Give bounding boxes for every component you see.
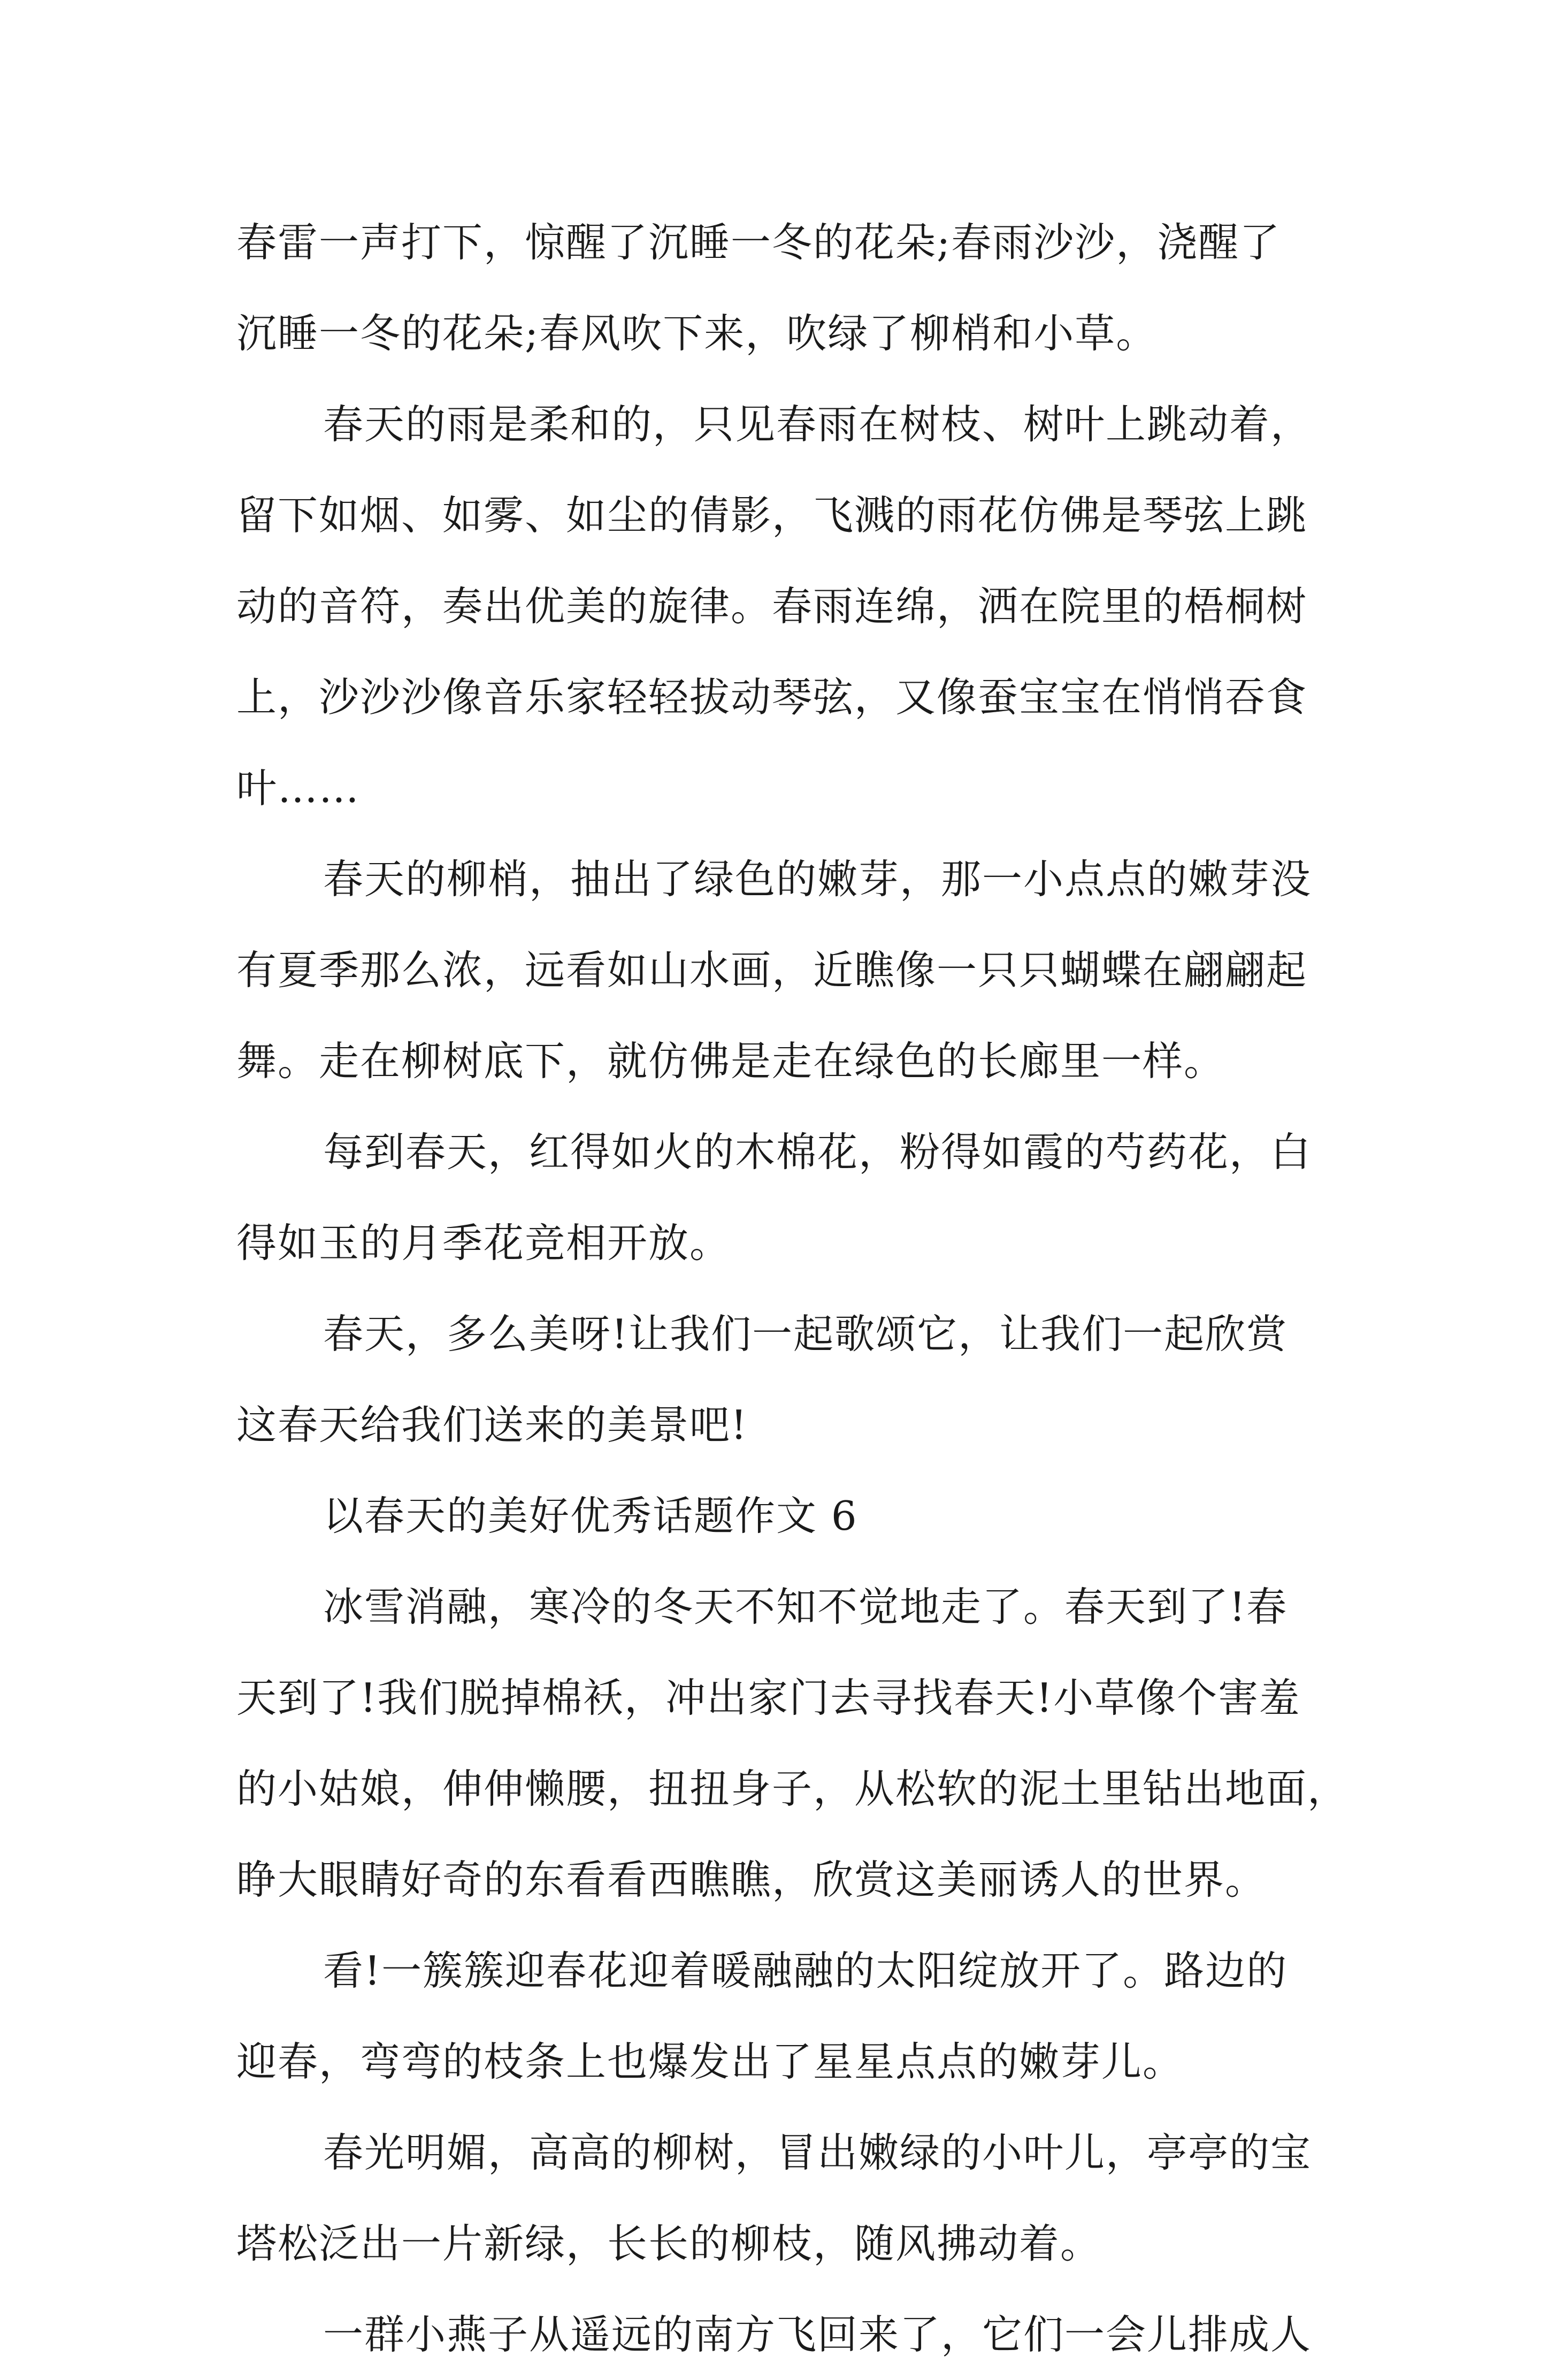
text-line: 睁大眼睛好奇的东看看西瞧瞧，欣赏这美丽诱人的世界。: [236, 1856, 1267, 1903]
text-line: 得如玉的月季花竞相开放。: [236, 1219, 731, 1267]
text-line: 的小姑娘，伸伸懒腰，扭扭身子，从松软的泥土里钻出地面，: [236, 1765, 1349, 1812]
text-line: 动的音符，奏出优美的旋律。春雨连绵，洒在院里的梧桐树: [236, 583, 1308, 630]
text-line: 春光明媚，高高的柳树，冒出嫩绿的小叶儿，亭亭的宝: [323, 2129, 1312, 2176]
text-line: 每到春天，红得如火的木棉花，粉得如霞的芍药花，白: [323, 1128, 1312, 1176]
text-line: 叶……: [236, 765, 361, 812]
section-heading: 以春天的美好优秀话题作文 6: [323, 1492, 858, 1539]
text-line: 看!一簇簇迎春花迎着暖融融的太阳绽放开了。路边的: [323, 1947, 1288, 1994]
text-line: 一群小燕子从遥远的南方飞回来了，它们一会儿排成人: [323, 2311, 1312, 2358]
text-line: 留下如烟、如雾、如尘的倩影，飞溅的雨花仿佛是琴弦上跳: [236, 492, 1308, 539]
text-line: 塔松泛出一片新绿，长长的柳枝，随风拂动着。: [236, 2220, 1102, 2267]
text-line: 春天，多么美呀!让我们一起歌颂它，让我们一起欣赏: [323, 1310, 1288, 1357]
text-line: 春天的柳梢，抽出了绿色的嫩芽，那一小点点的嫩芽没: [323, 856, 1312, 903]
text-line: 这春天给我们送来的美景吧!: [236, 1401, 748, 1448]
text-line: 春天的雨是柔和的，只见春雨在树枝、树叶上跳动着，: [323, 401, 1312, 448]
document-body: [236, 197, 1349, 2380]
text-line: 春雷一声打下，惊醒了沉睡一冬的花朵;春雨沙沙，浇醒了: [236, 219, 1281, 266]
text-line: 冰雪消融，寒冷的冬天不知不觉地走了。春天到了!春: [323, 1583, 1288, 1630]
text-line: 沉睡一冬的花朵;春风吹下来，吹绿了柳梢和小草。: [236, 310, 1158, 357]
text-line: 迎春，弯弯的枝条上也爆发出了星星点点的嫩芽儿。: [236, 2038, 1184, 2085]
text-line: 上，沙沙沙像音乐家轻轻拔动琴弦，又像蚕宝宝在悄悄吞食: [236, 674, 1308, 721]
text-line: 有夏季那么浓，远看如山水画，近瞧像一只只蝴蝶在翩翩起: [236, 947, 1308, 994]
text-line: 舞。走在柳树底下，就仿佛是走在绿色的长廊里一样。: [236, 1038, 1225, 1085]
text-line: 天到了!我们脱掉棉袄，冲出家门去寻找春天!小草像个害羞: [236, 1674, 1301, 1721]
